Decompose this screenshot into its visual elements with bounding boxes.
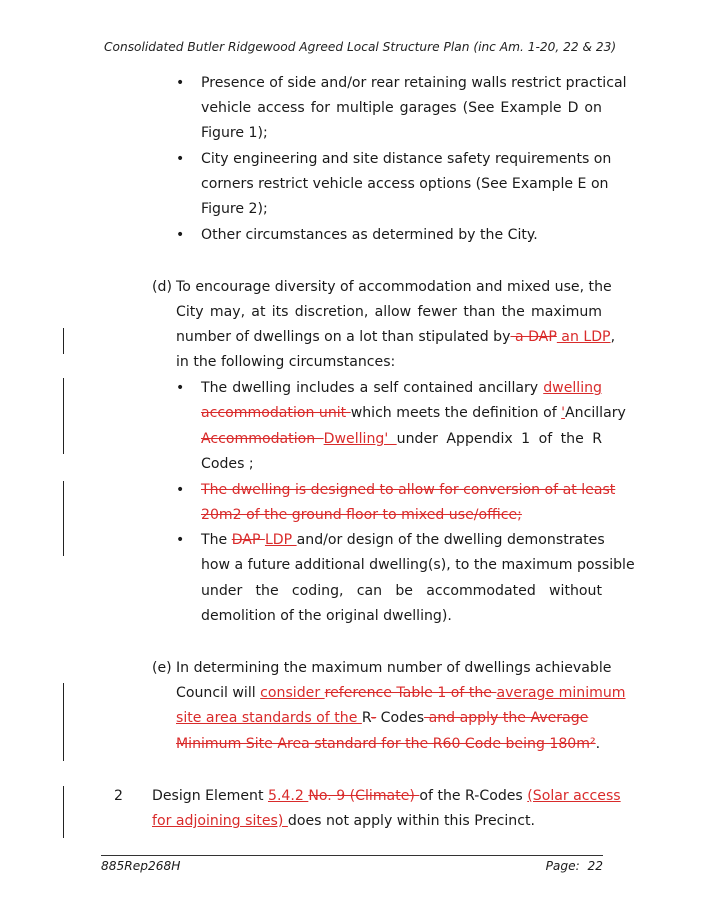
text-line: Figure 2); [201, 201, 268, 217]
text-line: Figure 1); [201, 125, 268, 141]
text-line [201, 403, 626, 423]
deleted-text: and apply the Average [424, 710, 589, 726]
text-line: City may, at its discretion, allow fewer than the maximum [176, 304, 602, 320]
text-run: Codes [376, 710, 425, 726]
inserted-text: dwelling [543, 380, 602, 396]
text-run: Council will [176, 685, 261, 701]
text-run: Design Element [152, 788, 268, 804]
deleted-text: Accommodation [201, 431, 324, 447]
change-bar [63, 481, 64, 531]
text-run: which meets the definition of [350, 405, 562, 421]
deleted-text: No. 9 (Climate) [308, 788, 420, 804]
text-line: City engineering and site distance safety requirements on [201, 151, 612, 167]
bullet-icon: • [176, 151, 185, 167]
text-line: under the coding, can be accommodated without [201, 583, 602, 599]
text-line: demolition of the original dwelling). [201, 608, 452, 624]
text-line: Other circumstances as determined by the City. [201, 227, 538, 243]
inserted-text: an LDP [556, 329, 611, 345]
inserted-text: site area standards of the [176, 710, 362, 726]
page-number: Page: 22 [545, 859, 603, 873]
deleted-text: reference Table 1 of the [324, 685, 497, 701]
text-run: R [361, 710, 372, 726]
deleted-text: DAP [231, 532, 265, 548]
inserted-text: consider [260, 685, 325, 701]
text-run: The dwelling includes a self contained ancillary [201, 380, 544, 396]
change-bar [63, 378, 64, 454]
text-line: in the following circumstances: [176, 354, 396, 370]
text-run: under Appendix 1 of the R [396, 431, 603, 447]
text-line: In determining the maximum number of dwellings achievable [176, 660, 612, 676]
change-bar [63, 328, 64, 354]
text-run: of the R-Codes [419, 788, 528, 804]
text-line: Codes ; [201, 456, 254, 472]
footer-divider [101, 855, 603, 856]
inserted-text: (Solar access [527, 788, 621, 804]
bullet-icon: • [176, 227, 185, 243]
text-line: corners restrict vehicle access options (See Example E on [201, 176, 609, 192]
text-line [176, 683, 626, 703]
inserted-text: Dwelling' [323, 431, 397, 447]
text-line [201, 530, 605, 550]
text-line [201, 505, 522, 525]
document-reference: 885Rep268H [101, 859, 181, 873]
text-line: Presence of side and/or rear retaining walls restrict practical [201, 75, 627, 91]
bullet-icon: • [176, 75, 185, 91]
text-line [176, 734, 600, 754]
text-run: and/or design of the dwelling demonstrates [296, 532, 605, 548]
text-run: number of dwellings on a lot than stipulated by [176, 329, 511, 345]
text-line [176, 327, 615, 347]
item-label: (d) [152, 279, 172, 295]
change-bar [63, 531, 64, 556]
deleted-text: The dwelling is designed to allow for conversion of at least [201, 482, 616, 498]
deleted-text: accommodation unit [201, 405, 351, 421]
text-run: does not apply within this Precinct. [287, 813, 535, 829]
text-line: vehicle access for multiple garages (See Example D on [201, 100, 602, 116]
deleted-text: - [371, 710, 377, 726]
inserted-text: 5.4.2 [267, 788, 309, 804]
text-run: , [610, 329, 616, 345]
change-bar [63, 786, 64, 838]
deleted-text: Minimum Site Area standard for the R60 Code being 180m² [176, 736, 596, 752]
text-line [152, 811, 535, 831]
bullet-icon: • [176, 532, 185, 548]
text-line [201, 429, 602, 449]
bullet-icon: • [176, 380, 185, 396]
text-line [176, 708, 588, 728]
deleted-text: a DAP [510, 329, 557, 345]
text-run: Ancillary [565, 405, 626, 421]
text-line: To encourage diversity of accommodation and mixed use, the [176, 279, 612, 295]
inserted-text: ' [561, 405, 566, 421]
text-line [201, 480, 616, 500]
document-header: Consolidated Butler Ridgewood Agreed Local Structure Plan (inc Am. 1-20, 22 & 23) [104, 40, 617, 54]
deleted-text: 20m2 of the ground floor to mixed use/office; [201, 507, 522, 523]
inserted-text: for adjoining sites) [152, 813, 288, 829]
text-run: . [595, 736, 601, 752]
item-number: 2 [114, 788, 123, 804]
item-label: (e) [152, 660, 172, 676]
bullet-icon: • [176, 482, 185, 498]
text-run: The [201, 532, 232, 548]
text-line [201, 378, 602, 398]
change-bar [63, 683, 64, 761]
text-line: how a future additional dwelling(s), to the maximum possible [201, 557, 635, 573]
inserted-text: average minimum [496, 685, 626, 701]
inserted-text: LDP [264, 532, 297, 548]
text-line [152, 786, 621, 806]
